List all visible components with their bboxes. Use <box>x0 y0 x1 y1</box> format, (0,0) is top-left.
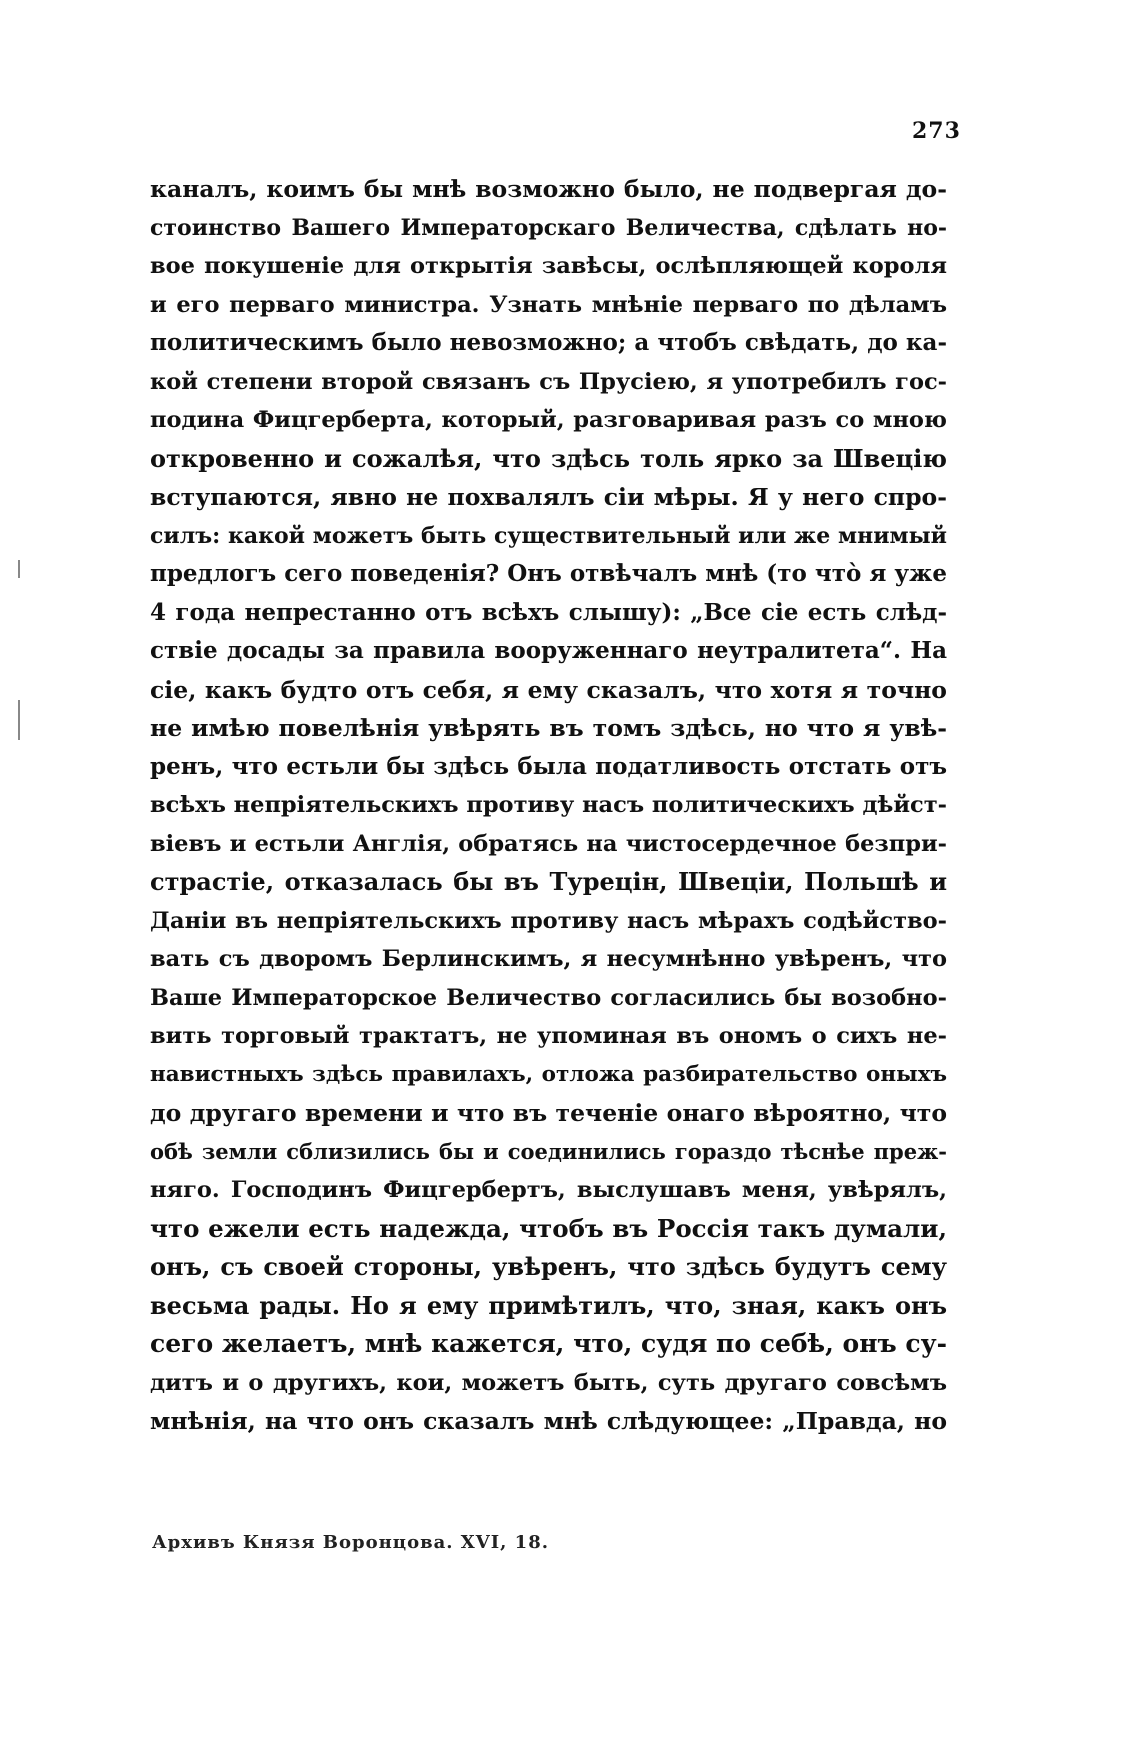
text-line: обѣ земли сблизились бы и соединились гораздо тѣснѣе преж- <box>150 1138 947 1164</box>
text-line: дитъ и о другихъ, кои, можетъ быть, суть другаго совсѣмъ <box>150 1369 947 1396</box>
text-line: сіе, какъ будто отъ себя, я ему сказалъ, что хотя я точно <box>150 675 947 704</box>
text-line: Ваше Императорское Величество согласились бы возобно- <box>150 984 947 1011</box>
page-number: 273 <box>912 118 961 144</box>
body-text <box>150 170 947 1441</box>
text-line: подина Фицгерберта, который, разговаривая разъ со мною <box>150 407 947 433</box>
text-line: навистныхъ здѣсь правилахъ, отложа разбирательство оныхъ <box>150 1061 947 1087</box>
text-line: онъ, съ своей стороны, увѣренъ, что здѣсь будутъ сему <box>150 1252 947 1281</box>
text-line: сего желаетъ, мнѣ кажется, что, судя по себѣ, онъ су- <box>150 1329 947 1358</box>
text-line: силъ: какой можетъ быть существительный или же мнимый <box>150 522 947 549</box>
text-line: мнѣнія, на что онъ сказалъ мнѣ слѣдующее: „Правда, но <box>150 1407 947 1435</box>
margin-scan-mark <box>18 560 20 578</box>
text-line: вить торговый трактатъ, не упоминая въ ономъ о сихъ не- <box>150 1023 947 1049</box>
text-line: страстіе, отказалась бы въ Турецін, Швеціи, Польшѣ и <box>150 867 947 896</box>
margin-scan-mark <box>18 700 20 740</box>
text-line: предлогъ сего поведенія? Онъ отвѣчалъ мнѣ (то что̀ я уже <box>150 560 947 587</box>
text-line: и его перваго министра. Узнать мнѣніе перваго по дѣламъ <box>150 291 947 318</box>
text-line: ствіе досады за правила вооруженнаго неутралитета“. На <box>150 637 947 664</box>
footnote-signature: Архивъ Князя Воронцова. XVI, 18. <box>152 1532 550 1553</box>
text-line: віевъ и естьли Англія, обратясь на чистосердечное безпри- <box>150 830 947 857</box>
text-line: Даніи въ непріятельскихъ противу насъ мѣрахъ содѣйство- <box>150 907 947 934</box>
text-line: каналъ, коимъ бы мнѣ возможно было, не подвергая до- <box>150 175 947 203</box>
text-line: ренъ, что естьли бы здѣсь была податливость отстать отъ <box>150 752 947 780</box>
text-line: вое покушеніе для открытія завѣсы, ослѣпляющей короля <box>150 253 947 279</box>
text-line: весьма рады. Но я ему примѣтилъ, что, зная, какъ онъ <box>150 1290 947 1320</box>
text-line: стоинство Вашего Императорскаго Величества, сдѣлать но- <box>150 214 947 241</box>
text-line: до другаго времени и что въ теченіе онаго вѣроятно, что <box>150 1099 947 1127</box>
text-line: что ежели есть надежда, чтобъ въ Россія такъ думали, <box>150 1213 947 1243</box>
text-line: откровенно и сожалѣя, что здѣсь толь ярко за Швецію <box>150 443 947 473</box>
text-line: 4 года непрестанно отъ всѣхъ слышу): „Все сіе есть слѣд- <box>150 598 947 626</box>
text-line: политическимъ было невозможно; а чтобъ свѣдать, до ка- <box>150 329 947 356</box>
text-line: кой степени второй связанъ съ Прусіею, я употребилъ гос- <box>150 368 947 395</box>
text-line: всѣхъ непріятельскихъ противу насъ политическихъ дѣйст- <box>150 792 947 818</box>
text-line: вступаются, явно не похвалялъ сіи мѣры. Я у него спро- <box>150 483 947 511</box>
text-line: не имѣю повелѣнія увѣрять въ томъ здѣсь, но что я увѣ- <box>150 714 947 742</box>
text-line: вать съ дворомъ Берлинскимъ, я несумнѣнно увѣренъ, что <box>150 946 947 972</box>
text-line: няго. Господинъ Фицгербертъ, выслушавъ меня, увѣрялъ, <box>150 1177 947 1203</box>
